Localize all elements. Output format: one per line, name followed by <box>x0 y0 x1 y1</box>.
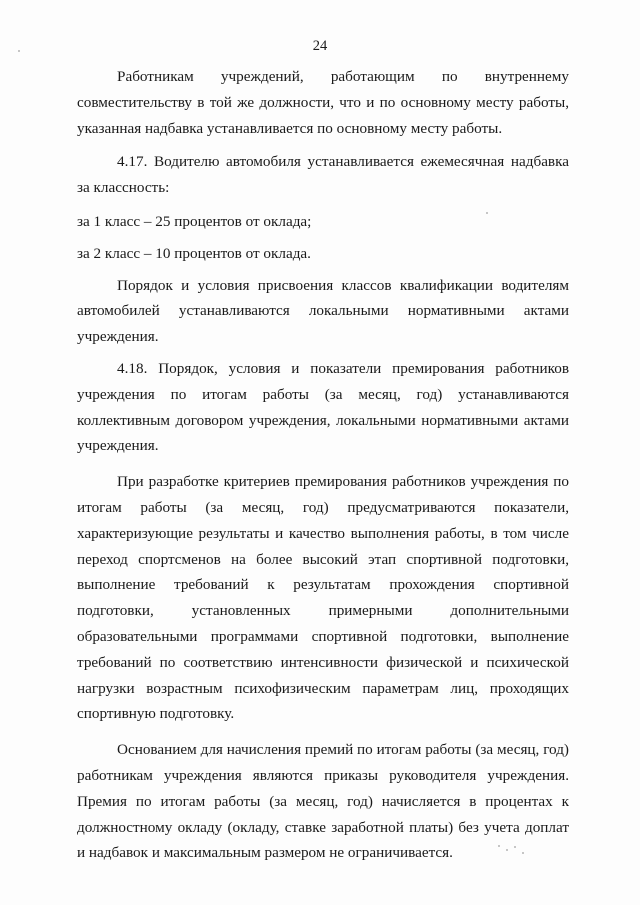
scan-speck <box>498 845 500 847</box>
paragraph-class-2: за 2 класс – 10 процентов от оклада. <box>77 244 311 262</box>
scan-speck <box>506 849 508 851</box>
document-body <box>77 64 569 866</box>
scan-speck <box>514 846 516 848</box>
paragraph-class-1: за 1 класс – 25 процентов от оклада; <box>77 212 312 230</box>
paragraph-qualification-procedure: Порядок и условия присвоения классов квалификации водителям автомобилей устанавливаются локальными нормативными актами учреждения. <box>77 276 569 346</box>
scan-speck <box>18 50 20 52</box>
scan-speck <box>522 852 524 854</box>
page-number: 24 <box>312 38 328 54</box>
scan-speck <box>486 212 488 214</box>
paragraph-4-18: 4.18. Порядок, условия и показатели премирования работников учреждения по итогам работы (за месяц, год) устанавливаются коллективным договором учреждения, локальными нормативными актами учреждения. <box>77 359 569 455</box>
paragraph-bonus-criteria: При разработке критериев премирования работников учреждения по итогам работы (за месяц, год) предусматриваются показатели, характеризующие результаты и качество выполнения работы, в том числе переход спортсменов на более высокий этап спортивной подготовки, выполнение требований к результатам прохождения спортивной подготовки, установленных примерными дополнительными образовательными программами спортивной подготовки, выполнение требований по соответствию интенсивности физической и психической нагрузки возрастным психофизическим параметрам лиц, проходящих спортивную подготовку. <box>77 473 569 723</box>
paragraph-bonus-basis: Основанием для начисления премий по итогам работы (за месяц, год) работникам учреждения являются приказы руководителя учреждения. Премия по итогам работы (за месяц, год) начисляется в процентах к должностному окладу (окладу, ставке заработной платы) без учета доплат и надбавок и максимальным размером не ограничивается. <box>77 741 569 862</box>
paragraph-4-17: 4.17. Водителю автомобиля устанавливается ежемесячная надбавка за классность: <box>77 153 569 197</box>
paragraph-part-time-workers: Работникам учреждений, работающим по внутреннему совместительству в той же должности, что и по основному месту работы, указанная надбавка устанавливается по основному месту работы. <box>77 68 569 137</box>
